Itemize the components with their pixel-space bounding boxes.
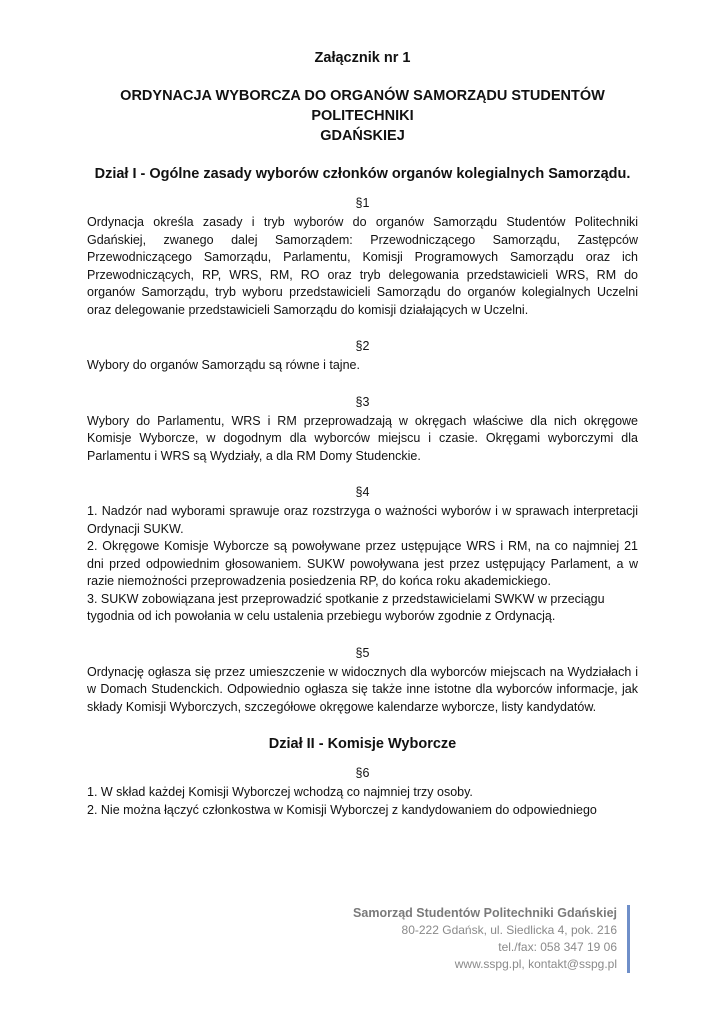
- section-1-heading: Dział I - Ogólne zasady wyborów członków organów kolegialnych Samorządu.: [94, 166, 631, 182]
- paragraph-4-number: §4: [355, 485, 370, 499]
- paragraph-4-item-3b: tygodnia od ich powołania w celu ustalenia przebiegu wyborów zgodnie z Ordynacją.: [87, 609, 556, 623]
- footer-address: 80-222 Gdańsk, ul. Siedlicka 4, pok. 216: [401, 923, 617, 937]
- title-line: ORDYNACJA WYBORCZA DO ORGANÓW SAMORZĄDU STUDENTÓW: [120, 88, 605, 104]
- title-line: POLITECHNIKI: [311, 108, 414, 124]
- annex-label: Załącznik nr 1: [314, 50, 411, 66]
- paragraph-5-text: Ordynację ogłasza się przez umieszczenie w widocznych dla wyborców miejscach na Wydziałach i w Domach Studenckich. Odpowiednio ogłasza się także inne istotne dla wyborców informacje, jak składy Komisji Wyborczych, szczegółowe okręgowe kalendarze wyborcze, listy kandydatów.: [87, 664, 638, 714]
- paragraph-6-item-2: 2. Nie można łączyć członkostwa w Komisji Wyborczej z kandydowaniem do odpowiedniego: [87, 802, 597, 817]
- paragraph-4-item-2: 2. Okręgowe Komisje Wyborcze są powoływane przez ustępujące WRS i RM, na co najmniej 21 dni przed odpowiednim głosowaniem. SUKW powoływana jest przez ustępujący Parlament, a w razie niemożności przeprowadzenia posiedzenia RP, do końca roku akademickiego.: [87, 539, 638, 588]
- paragraph-6-item-1: 1. W skład każdej Komisji Wyborczej wchodzą co najmniej trzy osoby.: [87, 785, 473, 799]
- document-page: [87, 50, 638, 819]
- footer-contact-links[interactable]: www.sspg.pl, kontakt@sspg.pl: [454, 957, 617, 971]
- page-footer: [353, 905, 630, 973]
- paragraph-6-number: §6: [355, 766, 370, 780]
- footer-organization: Samorząd Studentów Politechniki Gdańskiej: [353, 906, 617, 920]
- paragraph-1-number: §1: [355, 196, 370, 210]
- paragraph-6-body: [87, 784, 638, 819]
- paragraph-4-item-1: 1. Nadzór nad wyborami sprawuje oraz rozstrzyga o ważności wyborów i w sprawach interpretacji Ordynacji SUKW.: [87, 504, 638, 536]
- paragraph-2-text: Wybory do organów Samorządu są równe i tajne.: [87, 358, 360, 372]
- paragraph-3-number: §3: [355, 394, 370, 409]
- section-2-heading: Dział II - Komisje Wyborcze: [268, 736, 457, 752]
- paragraph-1-text: Ordynacja określa zasady i tryb wyborów do organów Samorządu Studentów Politechniki Gdańskiej, zwanego dalej Samorządem: Przewodniczącego Samorządu, Zastępców Przewodniczącego Samorządu, Parlamentu, Komisji Programowych Samorządu oraz ich Przewodniczących, RP, WRS, RM, RO oraz tryb delegowania przedstawicieli WRS, RM do organów Samorządu, tryb wyboru przedstawicieli Samorządu do organów kolegialnych Uczelni oraz delegowanie przedstawicieli Samorządu do komisji działających w Uczelni.: [87, 215, 638, 317]
- paragraph-5-number: §5: [355, 645, 370, 660]
- paragraph-4-item-3a: 3. SUKW zobowiązana jest przeprowadzić spotkanie z przedstawicielami SWKW w przeciągu: [87, 591, 605, 606]
- paragraph-4-body: [87, 503, 638, 626]
- paragraph-2-number: §2: [355, 339, 370, 353]
- footer-phone: tel./fax: 058 347 19 06: [498, 940, 617, 954]
- title-line: GDAŃSKIEJ: [320, 128, 405, 144]
- document-title: [87, 86, 638, 146]
- paragraph-3-text: Wybory do Parlamentu, WRS i RM przeprowadzają w okręgach właściwe dla nich okręgowe Komisje Wyborcze, w dogodnym dla wyborców miejscu i czasie. Okręgami wyborczymi dla Parlamentu i WRS są Wydziały, a dla RM Domy Studenckie.: [87, 413, 638, 463]
